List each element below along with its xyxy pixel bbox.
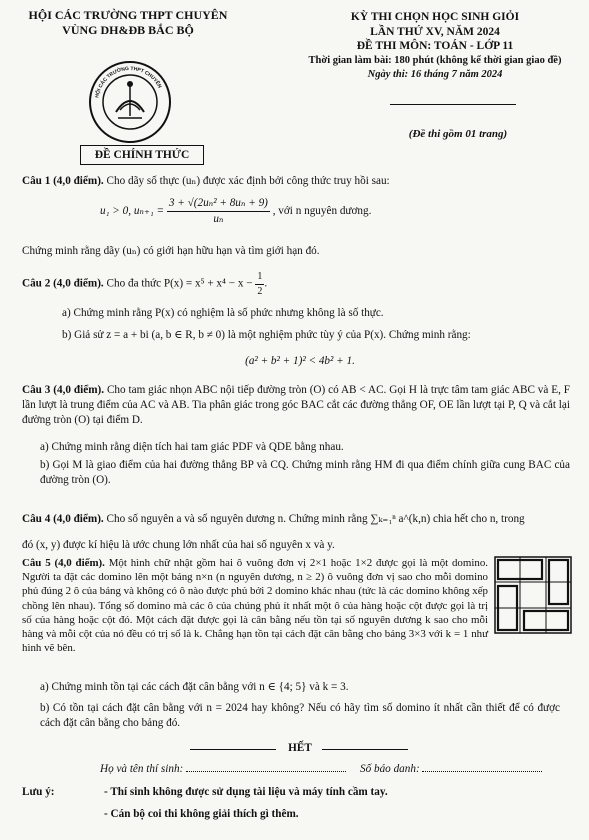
- question-2-inequality: (a² + b² + 1)² < 4b² + 1.: [245, 355, 355, 367]
- q2-fraction-denominator: 2: [257, 285, 263, 297]
- question-1-text: Cho dãy số thực (uₙ) được xác định bởi công thức truy hồi sau:: [106, 175, 390, 187]
- question-3-body: Cho tam giác nhọn ABC nội tiếp đường tròn (O) có AB < AC. Gọi H là trực tâm tam giác ABC và E, F lần lượt là trung điểm của AC và AB. Tia phân giác trong góc BAC cắt các đường thẳng OF, OE lần lượt tại P, Q và cắt lại đường tròn (O) tại điểm D.: [22, 384, 571, 427]
- organizer-line-2: VÙNG DH&ĐB BẮC BỘ: [62, 23, 194, 37]
- question-1-ask: Chứng minh rằng dãy (uₙ) có giới hạn hữu hạn và tìm giới hạn đó.: [22, 245, 320, 257]
- question-5-part-b: b) Có tồn tại cách đặt cân bằng với n = 2024 hay không? Nếu có hãy tìm số domino ít nhất cần thiết để có được cách đặt cân bằng cho bảng đó.: [40, 702, 560, 730]
- question-3-part-a: a) Chứng minh rằng diện tích hai tam giác PDF và QDE bằng nhau.: [40, 441, 344, 453]
- question-1-label: Câu 1 (4,0 điểm).: [22, 175, 104, 187]
- question-4-line-2: đó (x, y) được kí hiệu là ước chung lớn nhất của hai số nguyên x và y.: [22, 539, 335, 551]
- question-2-label: Câu 2 (4,0 điểm).: [22, 277, 104, 290]
- svg-text:HỘI CÁC TRƯỜNG THPT CHUYÊN: HỘI CÁC TRƯỜNG THPT CHUYÊN: [94, 65, 163, 99]
- end-marker: HẾT: [288, 742, 312, 754]
- domino-3x3-figure: [494, 556, 572, 634]
- question-5-label: Câu 5 (4,0 điểm).: [22, 557, 105, 569]
- candidate-id-line: [360, 762, 542, 777]
- q2-fraction-numerator: 1: [255, 270, 264, 285]
- question-4-body-1: Cho số nguyên a và số nguyên dương n. Chứng minh rằng ∑ₖ₌₁ⁿ a^(k,n) chia hết cho n, trong: [106, 513, 525, 525]
- question-4-label: Câu 4 (4,0 điểm).: [22, 513, 104, 525]
- candidate-name-line: [100, 762, 346, 777]
- q1-formula-right: , với n nguyên dương.: [272, 205, 372, 218]
- question-3-part-b: b) Gọi M là giao điểm của hai đường thẳng BP và CQ. Chứng minh rằng HM đi qua điểm chính giữa cung BAC của đường tròn (O).: [40, 459, 570, 487]
- organizer-line-1: HỘI CÁC TRƯỜNG THPT CHUYÊN: [28, 8, 228, 22]
- question-2-part-a: a) Chứng minh rằng P(x) có nghiệm là số phức nhưng không là số thực.: [62, 307, 384, 319]
- note-2: - Cán bộ coi thi không giải thích gì thêm.: [104, 808, 299, 820]
- question-4-line-1: [22, 512, 570, 527]
- exam-subject: ĐỀ THI MÔN: TOÁN - LỚP 11: [356, 40, 514, 53]
- q1-fraction: [167, 196, 270, 227]
- official-exam-label: ĐỀ CHÍNH THỨC: [80, 145, 204, 165]
- question-2-text: Cho đa thức P(x) = x⁵ + x⁴ − x −: [106, 277, 256, 290]
- question-2-part-b: b) Giả sử z = a + bi (a, b ∈ R, b ≠ 0) là một nghiệm phức tùy ý của P(x). Chứng minh rằng:: [62, 329, 471, 341]
- question-5-text: [22, 556, 488, 655]
- q1-formula-left: u₁ > 0, uₙ₊₁ =: [100, 205, 165, 218]
- end-rule-left: [190, 749, 276, 750]
- q1-fraction-denominator: uₙ: [213, 213, 224, 226]
- candidate-name-blank: [186, 771, 346, 772]
- exam-edition: LẦN THỨ XV, NĂM 2024: [370, 25, 500, 38]
- question-2-intro: Câu 2 (4,0 điểm). Cho đa thức P(x) = x⁵ + x⁴ − x − $\frac{1}{2}$ .: [22, 271, 268, 297]
- organizer-heading: [18, 8, 238, 38]
- exam-duration: Thời gian làm bài: 180 phút (không kể thời gian giao đề): [308, 55, 562, 67]
- question-3-text: [22, 383, 570, 428]
- end-rule-right: [322, 749, 408, 750]
- candidate-name-label: Họ và tên thí sinh:: [100, 763, 184, 775]
- question-5-part-a: a) Chứng minh tồn tại các cách đặt cân bằng với n ∈ {4; 5} và k = 3.: [40, 681, 349, 693]
- question-5-body: Một hình chữ nhật gồm hai ô vuông đơn vị 2×1 hoặc 1×2 được gọi là một domino. Người ta đặt các domino lên một bảng n×n (n nguyên dương, n ≥ 2) ô vuông đơn vị sao cho mỗi domino phủ đúng 2 ô của bảng và không có ô nào được phủ bởi 2 domino khác nhau (tức là các domino không xếp chồng lên nhau). Tổng số domino mà các ô của chúng phủ ít nhất một ô của hàng hoặc cột được gọi là trị số của hàng hoặc cột đó. Một cách đặt được gọi là cân bằng nếu tồn tại số nguyên dương k sao cho mỗi hàng và mỗi cột của nó đều có trị số là k. Chẳng hạn tồn tại cách đặt cân bằng cho bảng 3×3 với k = 1 như hình vẽ bên.: [22, 557, 488, 655]
- note-1: - Thí sinh không được sử dụng tài liệu và máy tính cầm tay.: [104, 786, 388, 798]
- question-1-intro: [22, 174, 570, 189]
- question-1-formula: [100, 196, 520, 227]
- note-label: Lưu ý:: [22, 786, 55, 798]
- exam-title: KỲ THI CHỌN HỌC SINH GIỎI: [350, 11, 520, 23]
- date-underline: [390, 104, 516, 105]
- school-seal-logo: [88, 60, 172, 144]
- q2-fraction: [255, 270, 264, 298]
- exam-heading: [300, 10, 570, 81]
- question-3-label: Câu 3 (4,0 điểm).: [22, 384, 105, 396]
- q1-fraction-numerator: 3 + √(2uₙ² + 8uₙ + 9): [167, 196, 270, 212]
- exam-date: Ngày thi: 16 tháng 7 năm 2024: [367, 68, 503, 80]
- candidate-id-blank: [422, 771, 542, 772]
- pages-note: (Đề thi gồm 01 trang): [408, 128, 508, 140]
- candidate-id-label: Số báo danh:: [360, 763, 420, 775]
